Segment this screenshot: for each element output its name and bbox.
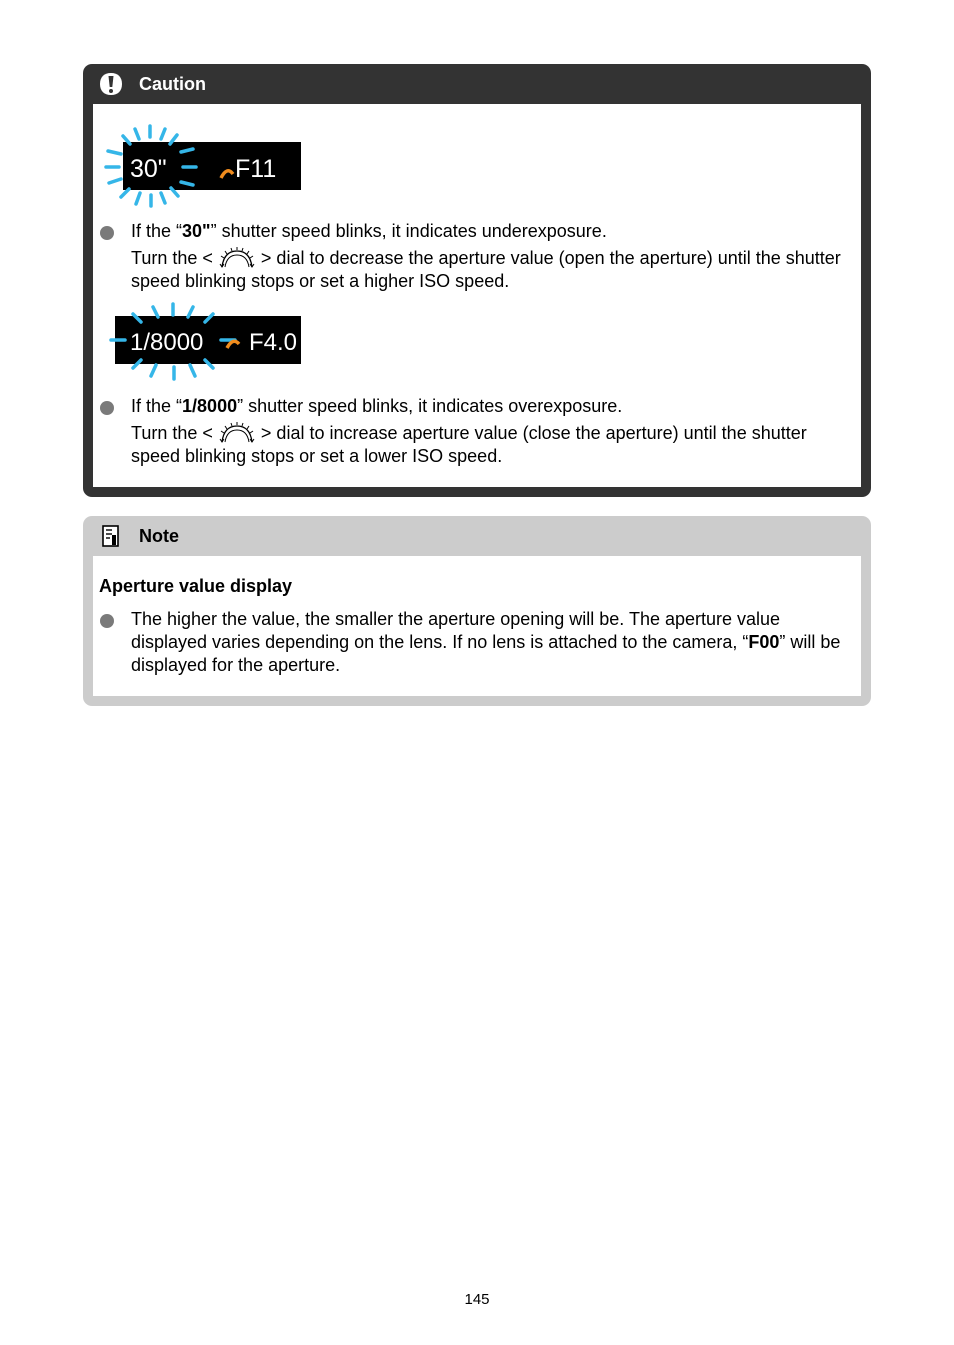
lcd2-aperture: F4.0 <box>249 329 298 356</box>
caution-box <box>83 64 871 497</box>
caution-header <box>83 64 871 104</box>
lcd1-aperture: F11 <box>235 155 277 183</box>
note-heading: Aperture value display <box>99 576 293 596</box>
lcd1-shutter: 30" <box>130 155 167 183</box>
main-dial-icon <box>218 422 256 444</box>
lcd-underexposure-illustration <box>103 122 303 213</box>
note-box <box>83 516 871 706</box>
lcd2-shutter: 1/8000 <box>130 329 204 356</box>
bullet-icon <box>100 226 114 240</box>
main-dial-icon <box>218 247 256 269</box>
note-icon <box>99 524 123 548</box>
caution-body: 30" F11 If the “30"” shutter speed blinks, it indicates underexposure. Turn the < > dial to decrease the aperture value (open the aperture) until the shutter speed blinking stops or set a higher ISO speed. 1/8000 F4.0 If the “1/8000” shutter speed blinks, it indicates overexposure. Turn the < > dial to increase aperture value (close the aperture) until the shutter speed blinking stops or set a lower ISO speed. <box>93 104 861 487</box>
note-title: Note <box>139 525 179 546</box>
note-body: Aperture value display The higher the value, the smaller the aperture opening will be. The aperture value displayed varies depending on the lens. If no lens is attached to the camera, “F00” will be displayed for the aperture. <box>93 556 861 696</box>
page-number: 145 <box>464 1291 490 1308</box>
exclamation-icon <box>99 72 123 96</box>
bullet-icon <box>100 401 114 415</box>
note-header <box>83 516 871 556</box>
bullet-icon <box>100 614 114 628</box>
caution-title: Caution <box>139 73 206 94</box>
lcd-overexposure-illustration <box>103 302 303 387</box>
